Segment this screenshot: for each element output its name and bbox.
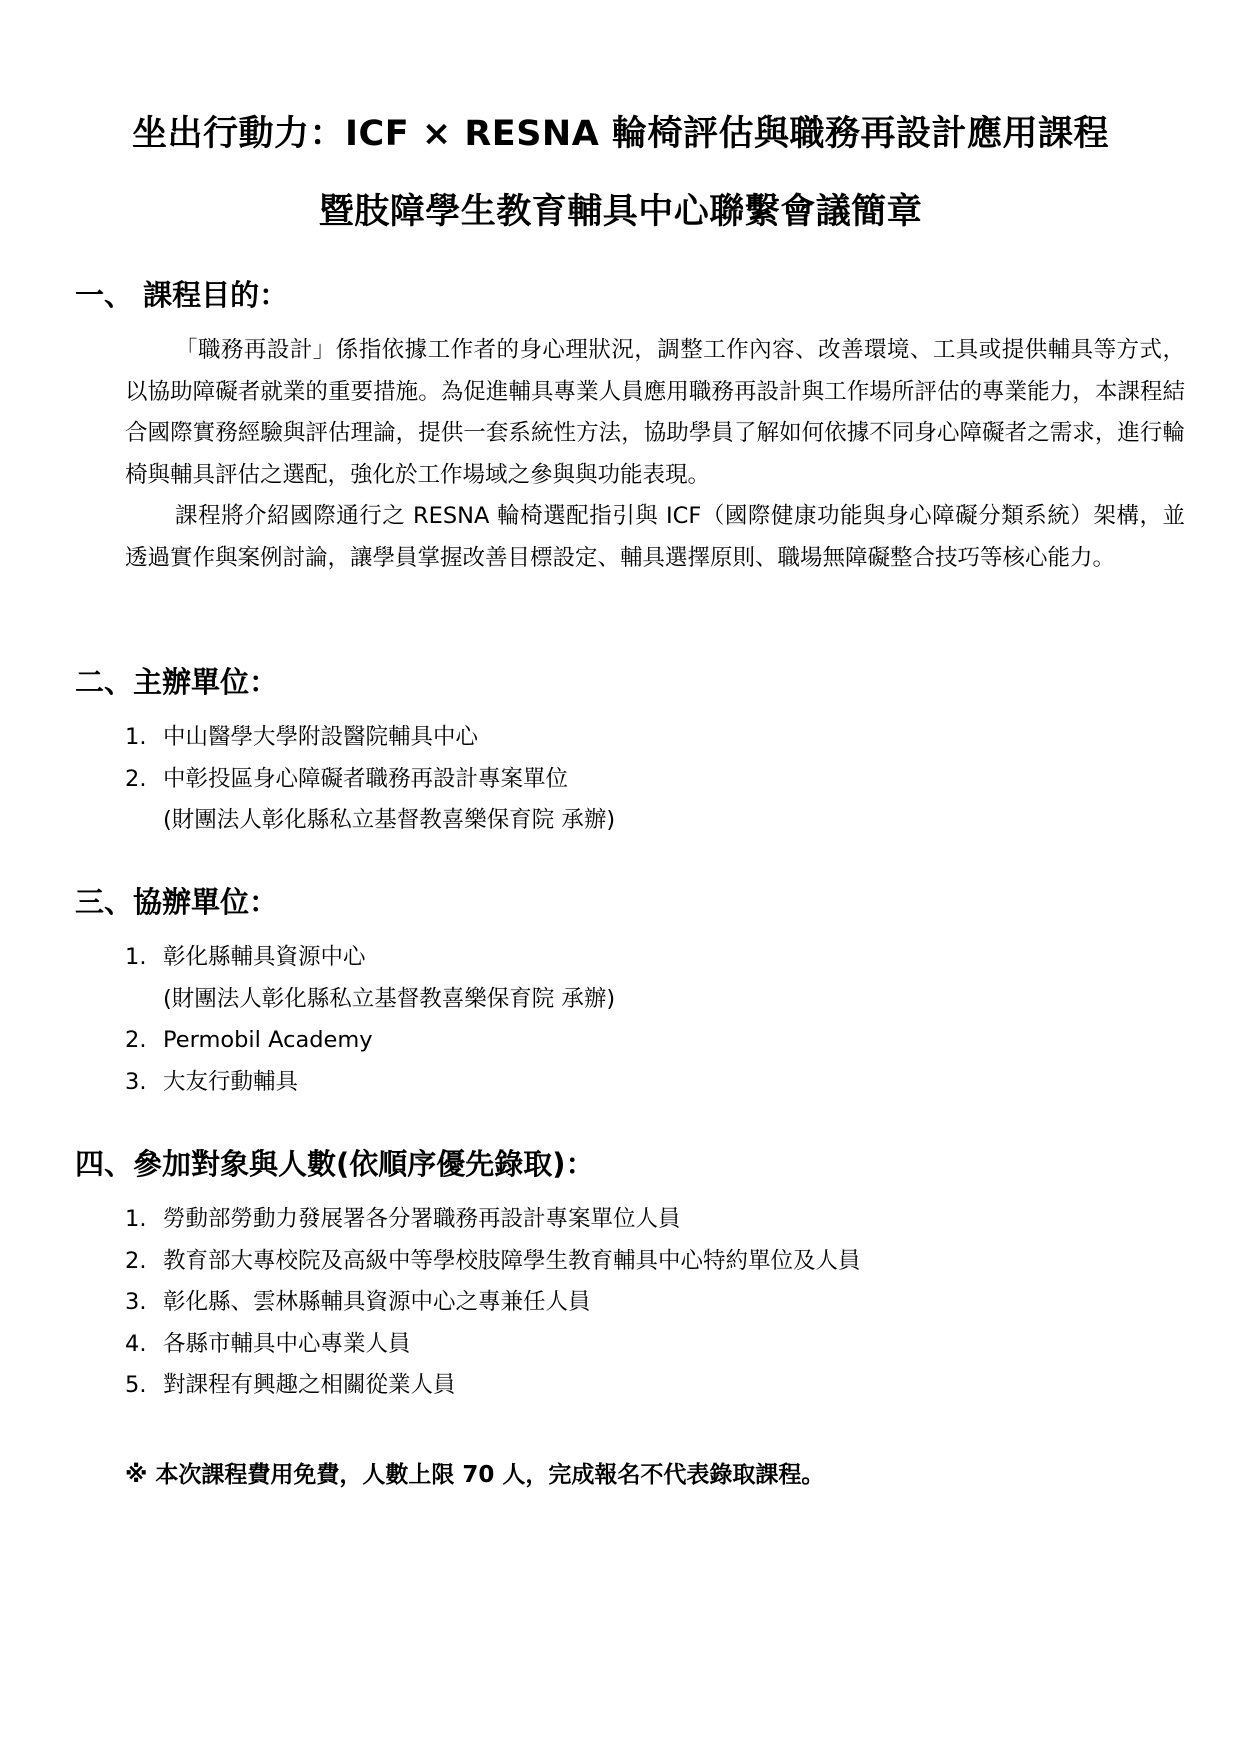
list-item-number: 2. <box>125 1247 147 1274</box>
section-heading-organizers: 二、主辦單位： <box>75 665 279 699</box>
list-item-text: 勞動部勞動力發展署各分署職務再設計專案單位人員 <box>163 1206 681 1232</box>
list-item <box>125 759 615 842</box>
list-item-note: (財團法人彰化縣私立基督教喜樂保育院 承辦) <box>163 807 616 833</box>
list-item <box>125 1241 861 1283</box>
section-heading-co-organizers: 三、協辦單位： <box>75 885 279 919</box>
list-item-text: 彰化縣輔具資源中心 <box>163 944 366 970</box>
list-item <box>125 1062 615 1104</box>
list-item <box>125 1282 861 1324</box>
list-item-number: 2. <box>125 765 147 792</box>
list-item-text: 各縣市輔具中心專業人員 <box>163 1330 411 1357</box>
list-item-number: 3. <box>125 1289 147 1315</box>
list-item <box>125 1324 861 1366</box>
list-item-note: (財團法人彰化縣私立基督教喜樂保育院 承辦) <box>163 985 616 1012</box>
purpose-paragraph-1: 「職務再設計」係指依據工作者的身心理狀況，調整工作內容、改善環境、工具或提供輔具等方式，以協助障礙者就業的重要措施。為促進輔具專業人員應用職務再設計與工作場所評估的專業能力，本課程結合國際實務經驗與評估理論，提供一套系統性方法，協助學員了解如何依據不同身心障礙者之需求，進行輪椅與輔具評估之選配，強化於工作場域之參與與功能表現。 <box>125 337 1185 488</box>
list-item-number: 1. <box>125 724 147 750</box>
document-title-line-1: 坐出行動力：ICF × RESNA 輪椅評估與職務再設計應用課程 <box>132 114 1109 154</box>
section-heading-purpose: 一、 課程目的： <box>75 278 289 312</box>
list-item-number: 4. <box>125 1330 147 1357</box>
list-item-number: 3. <box>125 1068 147 1095</box>
list-item-number: 1. <box>125 944 147 970</box>
list-item-number: 5. <box>125 1372 147 1398</box>
list-item-text: 中山醫學大學附設醫院輔具中心 <box>163 724 479 750</box>
list-item-text: 中彰投區身心障礙者職務再設計專案單位 <box>163 765 569 792</box>
list-item-number: 2. <box>125 1027 147 1053</box>
list-item <box>125 937 615 1020</box>
organizers-list <box>125 717 615 842</box>
list-item <box>125 1365 861 1407</box>
list-item <box>125 717 615 759</box>
purpose-paragraph-2: 課程將介紹國際通行之 RESNA 輪椅選配指引與 ICF（國際健康功能與身心障礙分類系統）架構，並透過實作與案例討論，讓學員掌握改善目標設定、輔具選擇原則、職場無障礙整合技巧等核心能力。 <box>125 503 1185 571</box>
list-item-number: 1. <box>125 1206 147 1232</box>
list-item <box>125 1199 861 1241</box>
section-heading-participants: 四、參加對象與人數(依順序優先錄取)： <box>75 1147 595 1181</box>
list-item-text: 大友行動輔具 <box>163 1068 299 1095</box>
fee-capacity-note: ※ 本次課程費用免費，人數上限 70 人，完成報名不代表錄取課程。 <box>125 1462 825 1488</box>
list-item-text: 對課程有興趣之相關從業人員 <box>163 1372 456 1398</box>
participants-list <box>125 1199 861 1407</box>
document-title-line-2: 暨肢障學生教育輔具中心聯繫會議簡章 <box>318 192 923 232</box>
list-item-text: 教育部大專校院及高級中等學校肢障學生教育輔具中心特約單位及人員 <box>163 1247 861 1274</box>
list-item <box>125 1020 615 1062</box>
list-item-text: Permobil Academy <box>163 1027 373 1053</box>
co-organizers-list <box>125 937 615 1103</box>
list-item-text: 彰化縣、雲林縣輔具資源中心之專兼任人員 <box>163 1289 591 1315</box>
